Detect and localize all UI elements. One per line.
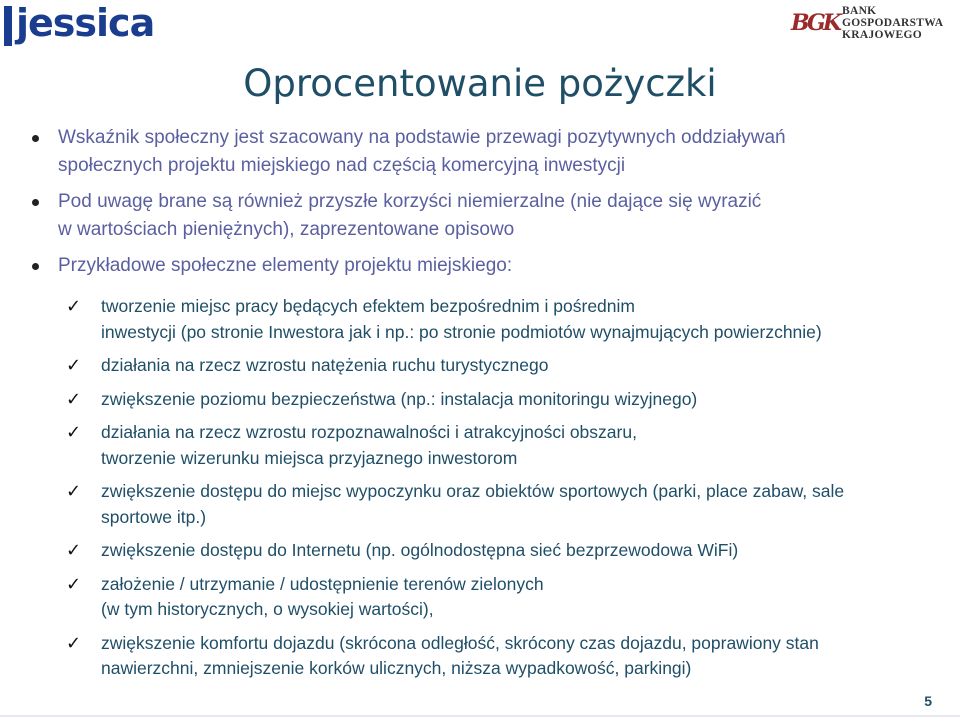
checkmark-icon: ✓ (66, 355, 82, 376)
bullet-line: w wartościach pieniężnych), zaprezentowane opisowo (58, 219, 515, 240)
check-line: tworzenie miejsc pracy będących efektem bezpośrednim i pośrednim (101, 296, 635, 316)
bgk-logo-text (842, 5, 943, 41)
check-item (66, 572, 936, 623)
page-number: 5 (924, 693, 932, 709)
check-line: działania na rzecz wzrostu rozpoznawalności i atrakcyjności obszaru, (101, 422, 637, 442)
bullet-list (30, 124, 930, 288)
checkmark-icon: ✓ (66, 540, 82, 561)
check-item (66, 420, 936, 471)
check-item (66, 631, 936, 682)
check-item (66, 353, 936, 379)
slide-title: Oprocentowanie pożyczki (243, 62, 717, 105)
checkmark-icon: ✓ (66, 481, 82, 502)
check-line: zwiększenie komfortu dojazdu (skrócona odległość, skrócony czas dojazdu, poprawiony stan (101, 632, 819, 653)
check-item (66, 479, 936, 530)
bullet-line: Przykładowe społeczne elementy projektu miejskiego: (58, 255, 513, 276)
check-item (66, 294, 936, 345)
bullet-line: społecznych projektu miejskiego nad częścią komercyjną inwestycji (58, 155, 626, 176)
jessica-logo-bar (4, 6, 12, 46)
check-item (66, 387, 936, 413)
bullet-item (30, 252, 930, 280)
bgk-line-3: KRAJOWEGO (842, 29, 923, 41)
check-line: inwestycji (po stronie Inwestora jak i np.: po stronie podmiotów wynajmujących powierzchnie) (101, 321, 822, 342)
check-item (66, 538, 936, 564)
bgk-logo (790, 2, 956, 46)
bgk-emblem: BGK (791, 10, 839, 36)
check-line: tworzenie wizerunku miejsca przyjaznego inwestorom (101, 447, 518, 468)
bgk-line-2: GOSPODARSTWA (842, 17, 944, 29)
check-line: zwiększenie dostępu do Internetu (np. ogólnodostępna sieć bezprzewodowa WiFi) (101, 540, 739, 560)
bullet-item (30, 188, 930, 244)
check-line: (w tym historycznych, o wysokiej wartości), (101, 599, 434, 619)
checkmark-icon: ✓ (66, 632, 82, 654)
bgk-line-1: BANK (842, 5, 877, 17)
check-line: nawierzchni, zmniejszenie korków ulicznych, niższa wypadkowość, parkingi) (101, 658, 692, 678)
check-line: działania na rzecz wzrostu natężenia ruchu turystycznego (101, 355, 549, 375)
check-line: założenie / utrzymanie / udostępnienie terenów zielonych (101, 573, 544, 594)
check-line: zwiększenie poziomu bezpieczeństwa (np.: instalacja monitoringu wizyjnego) (101, 388, 698, 409)
check-line: sportowe itp.) (101, 506, 207, 527)
bullet-dot-icon (32, 199, 39, 206)
jessica-logo (4, 1, 155, 48)
checkmark-icon: ✓ (66, 388, 82, 410)
bullet-dot-icon (32, 135, 39, 142)
bullet-dot-icon (32, 263, 39, 270)
check-line: zwiększenie dostępu do miejsc wypoczynku oraz obiektów sportowych (parki, place zabaw, sale (101, 481, 845, 501)
bullet-item (30, 124, 930, 180)
jessica-logo-wordmark: jessica (16, 1, 155, 45)
bullet-line: Pod uwagę brane są również przyszłe korzyści niemierzalne (nie dające się wyrazić (58, 191, 762, 212)
checkmark-icon: ✓ (66, 573, 82, 595)
check-list (66, 294, 936, 682)
checkmark-icon: ✓ (66, 422, 82, 443)
bullet-line: Wskaźnik społeczny jest szacowany na podstawie przewagi pozytywnych oddziaływań (58, 127, 786, 148)
checkmark-icon: ✓ (66, 296, 82, 317)
